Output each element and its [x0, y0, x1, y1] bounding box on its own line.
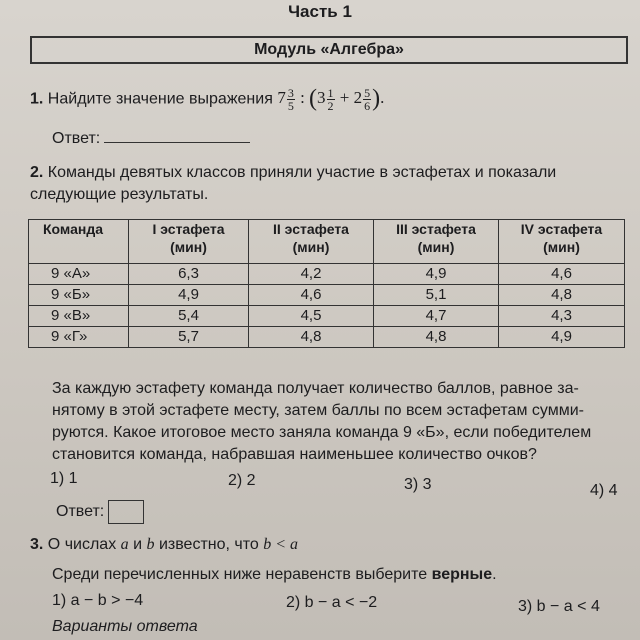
q2-option-4[interactable]: 4) 4	[590, 482, 618, 499]
q2-option-3[interactable]: 3) 3	[404, 476, 432, 493]
time-cell: 5,4	[129, 306, 249, 327]
q1-a-den: 5	[287, 99, 294, 113]
team-cell: 9 «В»	[29, 306, 129, 327]
q3-line2-text: Среди перечисленных ниже неравенств выберите	[52, 566, 428, 583]
q2-paragraph-line: нятому в этой эстафете месту, затем баллы по всем эстафетам сумми-	[52, 402, 584, 419]
time-cell: 4,6	[499, 264, 625, 285]
header-relay-3-line1: III эстафета	[396, 221, 476, 237]
q1-b-whole: 3	[317, 88, 326, 108]
time-cell: 4,9	[129, 285, 249, 306]
q3-text-pre: О числах	[47, 536, 117, 553]
header-relay-3	[374, 220, 499, 264]
table-header-row	[29, 220, 625, 264]
q1-div: :	[300, 88, 305, 108]
q3-number: 3.	[30, 536, 44, 553]
q2-answer-label: Ответ:	[56, 503, 105, 521]
q3-line2-end: .	[492, 566, 497, 583]
q1-c-fraction	[363, 87, 371, 112]
q1-number: 1.	[30, 90, 44, 108]
q3-option-1[interactable]: 1) a − b > −4	[52, 592, 144, 609]
header-relay-4-line1: IV эстафета	[520, 221, 603, 237]
header-relay-1-line2: (мин)	[170, 239, 207, 255]
q1-paren-open: (	[309, 86, 318, 112]
question-2	[30, 162, 638, 206]
q3-line2-bold: верные	[431, 566, 493, 583]
q1-end: .	[380, 88, 385, 108]
header-relay-2-line2: (мин)	[292, 239, 330, 255]
header-relay-2-line1: II эстафета	[273, 221, 349, 237]
time-cell: 4,6	[249, 285, 374, 306]
q3-var-a: a	[120, 536, 129, 553]
time-cell: 4,8	[249, 327, 374, 348]
header-relay-3-line2: (мин)	[417, 239, 455, 255]
table-row	[29, 264, 625, 285]
q2-answer	[56, 500, 144, 524]
header-relay-1-line1: I эстафета	[152, 221, 225, 237]
q2-paragraph-line: руются. Какое итоговое место заняла команда 9 «Б», если победителем	[52, 424, 592, 441]
q2-paragraph-line: За каждую эстафету команда получает количество баллов, равное за-	[52, 380, 579, 397]
q1-b-den: 2	[327, 99, 334, 113]
q3-variants-label: Варианты ответа	[52, 618, 198, 635]
time-cell: 4,7	[374, 306, 499, 327]
header-relay-1	[129, 220, 249, 264]
header-relay-4	[499, 220, 625, 264]
results-table-wrap	[28, 219, 625, 348]
q3-text-and: и	[133, 536, 143, 553]
q3-option-2[interactable]: 2) b − a < −2	[286, 594, 378, 611]
q2-answer-box[interactable]	[108, 500, 144, 524]
time-cell: 4,5	[249, 306, 374, 327]
q2-paragraph	[52, 378, 638, 466]
q1-a-num: 3	[287, 86, 294, 100]
q1-answer-field[interactable]	[104, 128, 250, 143]
table-row	[29, 285, 625, 306]
team-cell: 9 «Б»	[29, 285, 129, 306]
time-cell: 6,3	[129, 264, 249, 285]
q2-number: 2.	[30, 164, 44, 181]
table-row	[29, 327, 625, 348]
q2-option-2[interactable]: 2) 2	[228, 472, 256, 489]
time-cell: 4,3	[499, 306, 625, 327]
team-cell: 9 «Г»	[29, 327, 129, 348]
part-title: Часть 1	[288, 2, 352, 21]
q3-condition: b < a	[263, 536, 299, 553]
q3-option-3[interactable]: 3) b − a < 4	[518, 598, 600, 615]
table-row	[29, 306, 625, 327]
team-cell: 9 «А»	[29, 264, 129, 285]
time-cell: 4,9	[499, 327, 625, 348]
q1-answer	[52, 128, 250, 148]
q2-option-1[interactable]: 1) 1	[50, 470, 78, 487]
q1-b-num: 1	[327, 86, 334, 100]
q1-expression	[277, 86, 385, 113]
header-relay-4-line2: (мин)	[543, 239, 580, 255]
q3-text-mid: известно, что	[158, 536, 259, 553]
time-cell: 5,1	[374, 285, 499, 306]
results-table	[28, 219, 625, 348]
question-1	[30, 86, 630, 113]
q1-a-fraction	[287, 87, 295, 112]
q2-text-line1: Команды девятых классов приняли участие в эстафетах и показали	[47, 164, 557, 181]
header-relay-2	[249, 220, 374, 264]
q1-b-fraction	[327, 87, 335, 112]
time-cell: 4,2	[249, 264, 374, 285]
module-title: Модуль «Алгебра»	[30, 36, 628, 64]
q1-text: Найдите значение выражения	[47, 90, 273, 108]
q2-paragraph-line: становится команда, набравшая наименьшее количество очков?	[52, 446, 537, 463]
time-cell: 4,8	[499, 285, 625, 306]
time-cell: 4,8	[374, 327, 499, 348]
time-cell: 5,7	[129, 327, 249, 348]
q1-c-num: 5	[364, 86, 371, 100]
q1-c-whole: 2	[353, 88, 363, 108]
question-3	[30, 536, 630, 554]
q1-a-whole: 7	[277, 88, 286, 108]
header-team	[29, 220, 129, 264]
q3-line2	[52, 566, 497, 584]
header-team-label: Команда	[43, 221, 103, 237]
q1-plus: +	[339, 88, 350, 108]
q2-text-line2: следующие результаты.	[30, 186, 209, 203]
q3-var-b: b	[146, 536, 155, 553]
q1-c-den: 6	[364, 99, 371, 113]
q1-answer-label: Ответ:	[52, 130, 101, 147]
q1-paren-close: )	[372, 86, 381, 112]
time-cell: 4,9	[374, 264, 499, 285]
